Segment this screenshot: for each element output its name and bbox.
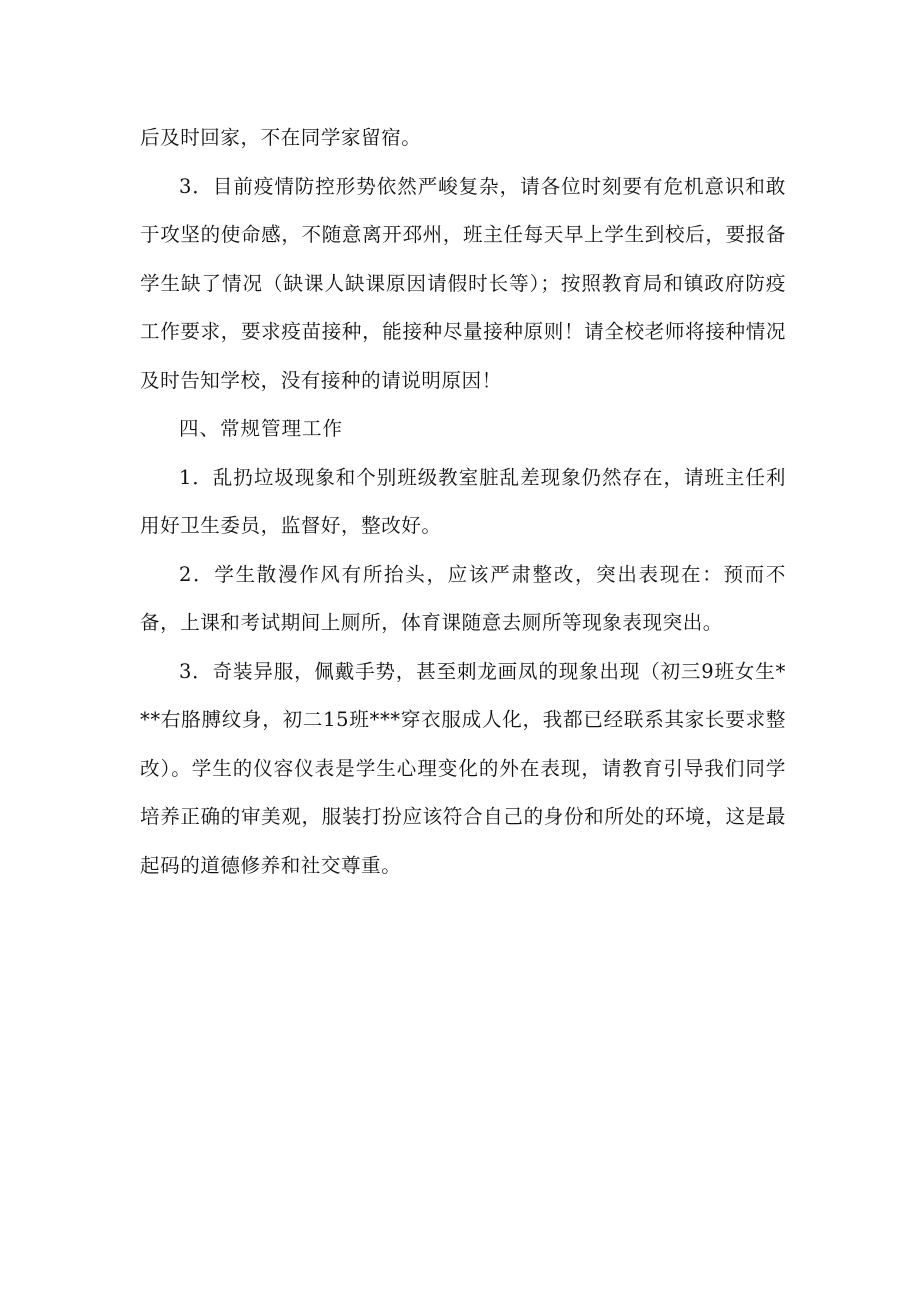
paragraph-item-1-litter: 1．乱扔垃圾现象和个别班级教室脏乱差现象仍然存在，请班主任利用好卫生委员，监督好，整改好。 (140, 465, 786, 537)
document-page (140, 114, 786, 890)
paragraph-item-3-appearance: 3．奇装异服，佩戴手势，甚至刺龙画凤的现象出现（初三9班女生***右胳膊纹身，初二15班***穿衣服成人化，我都已经联系其家长要求整改）。学生的仪容仪表是学生心理变化的外在表现，请教育引导我们同学培养正确的审美观，服装打扮应该符合自己的身份和所处的环境，这是最起码的道德修养和社交尊重。 (140, 659, 786, 877)
section-heading-routine-management: 四、常规管理工作 (179, 417, 344, 440)
paragraph-item-3-epidemic: 3．目前疫情防控形势依然严峻复杂，请各位时刻要有危机意识和敢于攻坚的使命感，不随意离开邳州，班主任每天早上学生到校后，要报备学生缺了情况（缺课人缺课原因请假时长等）；按照教育局和镇政府防疫工作要求，要求疫苗接种，能接种尽量接种原则！请全校老师将接种情况及时告知学校，没有接种的请说明原因！ (140, 174, 786, 392)
paragraph-continued: 后及时回家，不在同学家留宿。 (140, 126, 422, 149)
paragraph-item-2-discipline: 2．学生散漫作风有所抬头，应该严肃整改，突出表现在：预而不备，上课和考试期间上厕所，体育课随意去厕所等现象表现突出。 (140, 562, 786, 634)
